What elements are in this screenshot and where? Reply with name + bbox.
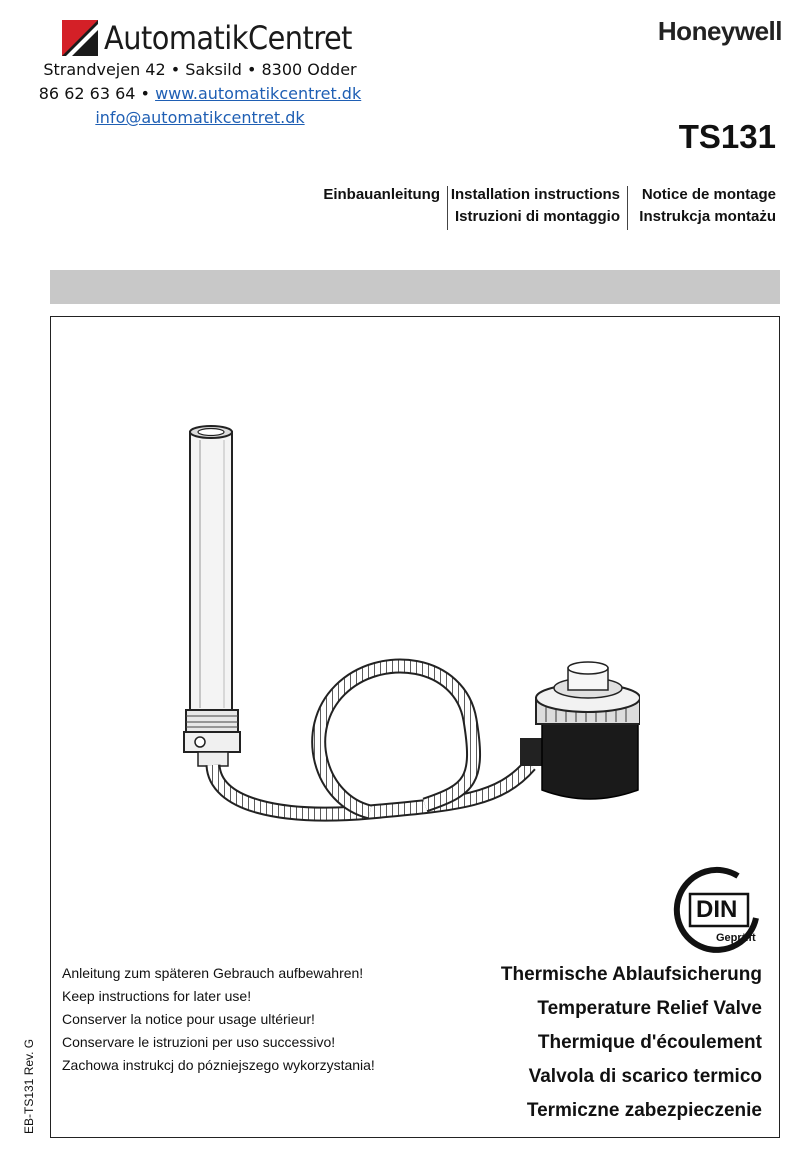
header-band	[50, 270, 780, 304]
automatikcentret-logo	[62, 18, 352, 58]
product-names	[501, 958, 762, 1128]
automatikcentret-logo-icon	[62, 20, 98, 56]
title-en: Installation instructions	[450, 186, 620, 203]
product-illustration	[170, 420, 640, 830]
website-link[interactable]: www.automatikcentret.dk	[155, 84, 362, 103]
note-line: Conservare le istruzioni per uso successivo!	[62, 1034, 336, 1050]
product-name: Termiczne zabezpieczenie	[526, 1100, 762, 1121]
din-label: DIN	[696, 896, 738, 923]
title-pl: Instrukcja montażu	[639, 208, 776, 225]
title-divider	[447, 186, 448, 230]
brand-name: AutomatikCentret	[104, 19, 352, 57]
title-fr: Notice de montage	[641, 186, 776, 203]
document-code: EB-TS131 Rev. G	[22, 1038, 36, 1134]
note-line: Keep instructions for later use!	[62, 988, 252, 1004]
product-name: Valvola di scarico termico	[528, 1066, 762, 1087]
sensor-tube	[190, 426, 232, 714]
product-name: Thermische Ablaufsicherung	[500, 964, 762, 985]
din-sub-label: Geprüft	[716, 932, 756, 944]
din-certification-mark	[668, 866, 764, 956]
email-link[interactable]: info@automatikcentret.dk	[95, 108, 305, 127]
note-line: Zachowa instrukcj do pózniejszego wykorzystania!	[62, 1057, 375, 1073]
capillary-hose	[213, 666, 530, 814]
model-number: TS131	[678, 118, 776, 155]
valve-body	[520, 662, 640, 799]
keep-instructions-notes	[62, 962, 375, 1077]
instruction-titles	[316, 184, 776, 234]
product-name: Temperature Relief Valve	[537, 998, 762, 1019]
honeywell-logo: Honeywell	[657, 16, 782, 46]
contact-block	[20, 58, 380, 130]
threaded-fitting	[184, 710, 240, 766]
phone-line	[20, 82, 380, 106]
note-line: Conserver la notice pour usage ultérieur!	[62, 1011, 315, 1027]
title-divider	[627, 186, 628, 230]
product-name: Thermique d'écoulement	[537, 1032, 762, 1053]
phone-number: 86 62 63 64 •	[38, 84, 156, 103]
title-de: Einbauanleitung	[323, 186, 440, 203]
address-line: Strandvejen 42 • Saksild • 8300 Odder	[43, 60, 357, 79]
note-line: Anleitung zum späteren Gebrauch aufbewahren!	[62, 965, 364, 981]
title-it: Istruzioni di montaggio	[455, 208, 620, 225]
